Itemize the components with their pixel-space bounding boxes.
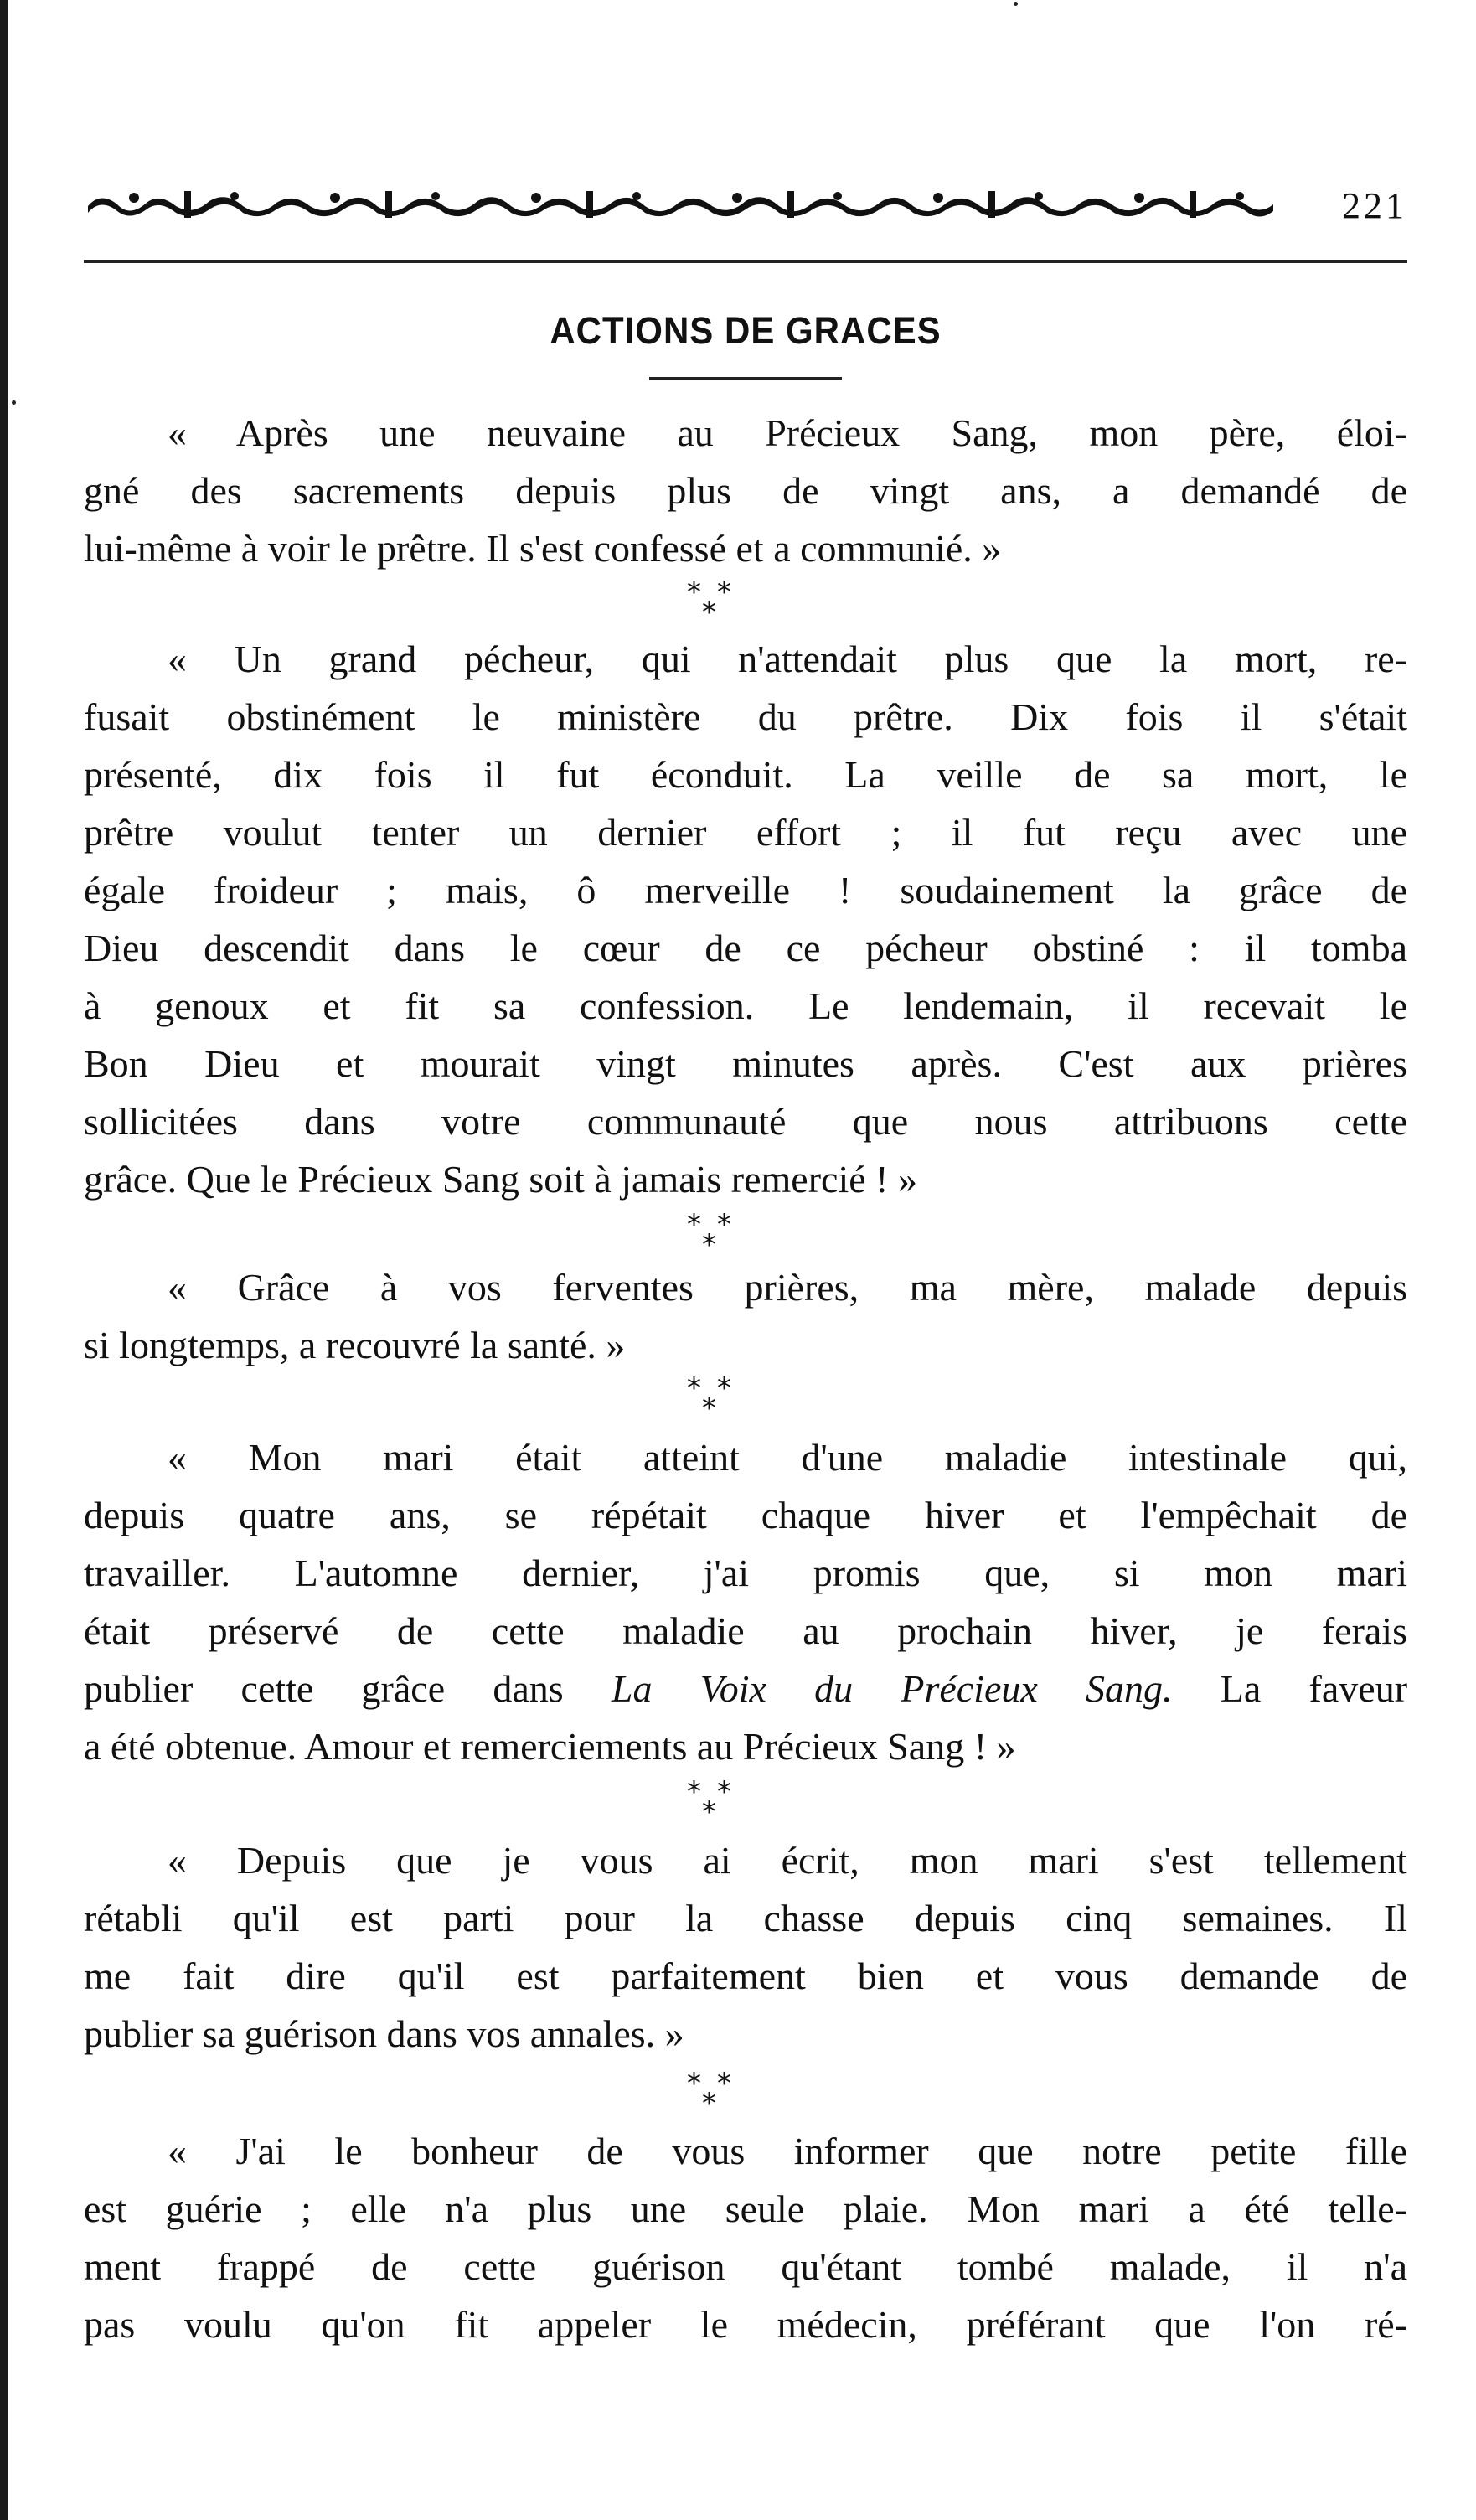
- paragraph-line: était préservé de cette maladie au prochain hiver, je ferais: [84, 1609, 1407, 1652]
- paragraph-line: lui-même à voir le prêtre. Il s'est confessé et a communié. »: [84, 527, 1002, 570]
- paragraph-line: est guérie ; elle n'a plus une seule plaie. Mon mari a été telle-: [84, 2187, 1407, 2230]
- publication-title: La Voix du Précieux Sang.: [611, 1667, 1173, 1710]
- paragraph-line: prêtre voulut tenter un dernier effort ; il fut reçu avec une: [84, 811, 1407, 854]
- paragraph-line: Bon Dieu et mourait vingt minutes après. C'est aux prières: [84, 1042, 1407, 1085]
- paragraph-line: à genoux et fit sa confession. Le lendemain, il recevait le: [84, 984, 1407, 1027]
- paragraph-line: si longtemps, a recouvré la santé. »: [84, 1324, 626, 1366]
- paragraph-line: « Mon mari était atteint d'une maladie intestinale qui,: [168, 1436, 1407, 1479]
- paragraph-line: présenté, dix fois il fut éconduit. La veille de sa mort, le: [84, 753, 1407, 796]
- asterism-separator: * * *: [687, 2067, 731, 2120]
- asterism-separator: * * *: [687, 576, 731, 629]
- title-underline: [649, 377, 842, 380]
- paragraph-line: a été obtenue. Amour et remerciements au Précieux Sang ! »: [84, 1725, 1016, 1768]
- asterism-separator: * * *: [687, 1371, 731, 1425]
- running-head: [84, 181, 1407, 231]
- paragraph-line: gné des sacrements depuis plus de vingt ans, a demandé de: [84, 469, 1407, 512]
- section-title: ACTIONS DE GRACES: [550, 309, 942, 352]
- paragraph-line: sollicitées dans votre communauté que nous attribuons cette: [84, 1100, 1407, 1143]
- page-number: 221: [1342, 185, 1407, 226]
- paragraph-line: depuis quatre ans, se répétait chaque hiver et l'empêchait de: [84, 1494, 1407, 1536]
- paragraph-line: ment frappé de cette guérison qu'étant tombé malade, il n'a: [84, 2245, 1407, 2288]
- paragraph-line: pas voulu qu'on fit appeler le médecin, préférant que l'on ré-: [84, 2303, 1407, 2346]
- paragraph-line: égale froideur ; mais, ô merveille ! soudainement la grâce de: [84, 869, 1407, 911]
- running-head-ornament: [84, 188, 1277, 221]
- asterism-separator: * * *: [687, 1208, 731, 1262]
- paragraph-line: travailler. L'automne dernier, j'ai promis que, si mon mari: [84, 1552, 1407, 1594]
- paragraph-line: Dieu descendit dans le cœur de ce pécheur obstiné : il tomba: [84, 927, 1407, 969]
- edge-mark: [12, 400, 16, 405]
- paragraph-line: « J'ai le bonheur de vous informer que notre petite fille: [168, 2130, 1407, 2172]
- paragraph-line: fusait obstinément le ministère du prêtre. Dix fois il s'était: [84, 695, 1407, 738]
- paragraph-line: « Grâce à vos ferventes prières, ma mère, malade depuis: [168, 1266, 1407, 1309]
- paragraph-line: publier sa guérison dans vos annales. »: [84, 2012, 684, 2055]
- book-page: [84, 0, 1407, 2520]
- paragraph-line: me fait dire qu'il est parfaitement bien et vous demande de: [84, 1955, 1407, 1997]
- asterism-separator: * * *: [687, 1775, 731, 1829]
- paragraph-line: « Après une neuvaine au Précieux Sang, mon père, éloi-: [168, 411, 1407, 454]
- paragraph-line: « Depuis que je vous ai écrit, mon mari s'est tellement: [168, 1839, 1407, 1882]
- page-edge: [0, 0, 8, 2520]
- paragraph-line: « Un grand pécheur, qui n'attendait plus que la mort, re-: [168, 638, 1407, 680]
- header-divider: [84, 260, 1407, 263]
- paragraph-line: rétabli qu'il est parti pour la chasse depuis cinq semaines. Il: [84, 1897, 1407, 1939]
- paragraph-line: publier cette grâce dans La Voix du Précieux Sang. La faveur: [84, 1667, 1408, 1710]
- paragraph-line: grâce. Que le Précieux Sang soit à jamais remercié ! »: [84, 1158, 917, 1201]
